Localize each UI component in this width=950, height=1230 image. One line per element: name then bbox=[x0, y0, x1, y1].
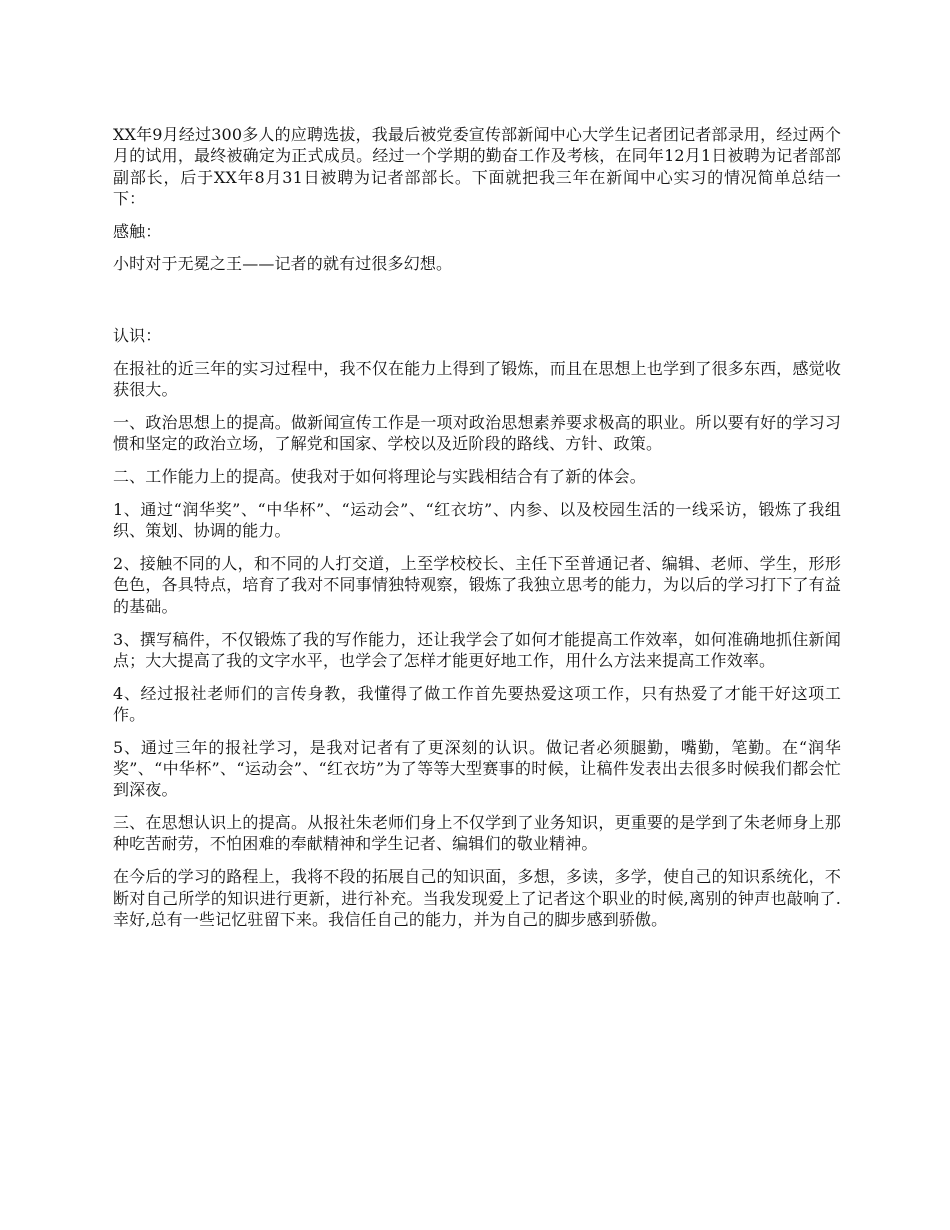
paragraph-feelings: 小时对于无冕之王——记者的就有过很多幻想。 bbox=[113, 254, 453, 274]
blank-space bbox=[113, 286, 841, 325]
paragraph-item-1: 1、通过“润华奖”、“中华杯”、“运动会”、“红衣坊”、内参、以及校园生活的一线采访，锻炼了我组织、策划、协调的能力。 bbox=[113, 500, 841, 541]
paragraph-item-4: 4、经过报社老师们的言传身教，我懂得了做工作首先要热爱这项工作，只有热爱了才能干好这项工作。 bbox=[113, 683, 841, 724]
paragraph-understanding: 在报社的近三年的实习过程中，我不仅在能力上得到了锻炼，而且在思想上也学到了很多东西，感觉收获很大。 bbox=[113, 359, 841, 400]
paragraph-conclusion: 在今后的学习的路程上，我将不段的拓展自己的知识面，多想，多读，多学，使自己的知识系统化，不断对自己所学的知识进行更新，进行补充。当我发现爱上了记者这个职业的时候,离别的钟声也敲响了.幸好,总有一些记忆驻留下来。我信任自己的能力，并为自己的脚步感到骄傲。 bbox=[113, 867, 841, 929]
paragraph-thinking: 三、在思想认识上的提高。从报社朱老师们身上不仅学到了业务知识，更重要的是学到了朱老师身上那种吃苦耐劳，不怕困难的奉献精神和学生记者、编辑们的敬业精神。 bbox=[113, 813, 841, 854]
paragraph-intro: XX年9月经过300多人的应聘选拔，我最后被党委宣传部新闻中心大学生记者团记者部录用，经过两个月的试用，最终被确定为正式成员。经过一个学期的勤奋工作及考核，在同年12月1日被聘为记者部部副部长，后于XX年8月31日被聘为记者部部长。下面就把我三年在新闻中心实习的情况简单总结一下： bbox=[113, 125, 841, 208]
paragraph-item-2: 2、接触不同的人，和不同的人打交道，上至学校校长、主任下至普通记者、编辑、老师、学生，形形色色，各具特点，培育了我对不同事情独特观察，锻炼了我独立思考的能力，为以后的学习打下了有益的基础。 bbox=[113, 554, 841, 616]
paragraph-work-ability: 二、工作能力上的提高。使我对于如何将理论与实践相结合有了新的体会。 bbox=[113, 467, 646, 487]
paragraph-political: 一、政治思想上的提高。做新闻宣传工作是一项对政治思想素养要求极高的职业。所以要有好的学习习惯和坚定的政治立场，了解党和国家、学校以及近阶段的路线、方针、政策。 bbox=[113, 413, 841, 454]
paragraph-item-5: 5、通过三年的报社学习，是我对记者有了更深刻的认识。做记者必须腿勤，嘴勤，笔勤。在“润华奖”、“中华杯”、“运动会”、“红衣坊”为了等等大型赛事的时候，让稿件发表出去很多时候我们都会忙到深夜。 bbox=[113, 737, 841, 800]
paragraph-understanding-heading: 认识： bbox=[113, 326, 162, 346]
paragraph-item-3: 3、撰写稿件，不仅锻炼了我的写作能力，还让我学会了如何才能提高工作效率，如何准确地抓住新闻点；大大提高了我的文字水平，也学会了怎样才能更好地工作，用什么方法来提高工作效率。 bbox=[113, 629, 841, 670]
document-body bbox=[113, 124, 841, 942]
paragraph-feelings-heading: 感触： bbox=[113, 221, 162, 241]
